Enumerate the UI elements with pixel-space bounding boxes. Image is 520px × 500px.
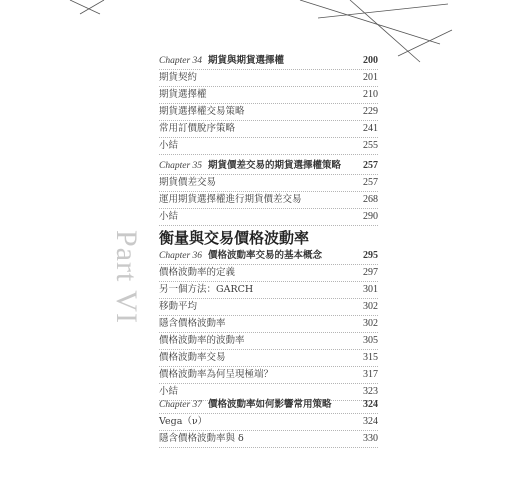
part-title: 衡量與交易價格波動率 <box>159 229 310 247</box>
entry-title: 隱含價格波動率 <box>159 318 226 329</box>
entry-title: 運用期貨選擇權進行期貨價差交易 <box>159 194 302 205</box>
toc-entry[interactable] <box>159 87 378 104</box>
toc-entry[interactable] <box>159 414 378 431</box>
chapter-title: 價格波動率如何影響常用策略 <box>208 399 332 410</box>
page-number: 210 <box>363 89 378 100</box>
chapter-label: Chapter 36 <box>159 251 203 261</box>
toc-entry[interactable] <box>159 367 378 384</box>
toc-entry[interactable] <box>159 350 378 367</box>
chapter-title: 期貨與期貨選擇權 <box>208 55 285 66</box>
chapter-heading[interactable] <box>159 53 378 70</box>
chapter-label: Chapter 37 <box>159 400 203 410</box>
chapter-label: Chapter 35 <box>159 161 203 171</box>
page-number: 241 <box>363 123 378 134</box>
entry-title: 隱含價格波動率與 δ <box>159 433 244 444</box>
entry-title: 期貨價差交易 <box>159 177 217 188</box>
deco-line <box>318 4 448 18</box>
toc-entry[interactable] <box>159 265 378 282</box>
entry-title: 價格波動率交易 <box>159 352 226 363</box>
chapter-heading[interactable] <box>159 248 378 265</box>
toc-entry[interactable] <box>159 121 378 138</box>
entry-title: 小結 <box>159 211 179 222</box>
page-number: 268 <box>363 194 378 205</box>
entry-title: 價格波動率的定義 <box>159 267 236 278</box>
entry-title: Vega（ν） <box>159 416 208 427</box>
page-number: 315 <box>363 352 378 363</box>
entry-title: 另一個方法：GARCH <box>159 284 254 295</box>
toc-entry[interactable] <box>159 138 378 155</box>
page-number: 324 <box>363 416 378 427</box>
toc-entry[interactable] <box>159 104 378 121</box>
toc-entry[interactable] <box>159 70 378 87</box>
part-vertical-label-text: Part VI <box>110 230 144 324</box>
page-number: 323 <box>363 386 378 397</box>
entry-title: 價格波動率的波動率 <box>159 335 245 346</box>
page-number: 290 <box>363 211 378 222</box>
entry-title: 移動平均 <box>159 301 198 312</box>
page-number: 257 <box>363 160 378 171</box>
deco-line <box>300 0 440 44</box>
deco-line <box>70 0 100 14</box>
toc-entry[interactable] <box>159 192 378 209</box>
toc-entry[interactable] <box>159 282 378 299</box>
toc-entry[interactable] <box>159 175 378 192</box>
chapter-heading[interactable] <box>159 397 378 414</box>
entry-title: 期貨選擇權 <box>159 89 207 100</box>
page-number: 257 <box>363 177 378 188</box>
toc-section-chapter-36 <box>159 248 378 401</box>
page-number: 301 <box>363 284 378 295</box>
page-number: 317 <box>363 369 378 380</box>
entry-title: 期貨契約 <box>159 72 198 83</box>
page-number: 330 <box>363 433 378 444</box>
page-number: 302 <box>363 318 378 329</box>
page-number: 305 <box>363 335 378 346</box>
entry-title: 價格波動率為何呈現極端？ <box>159 369 274 380</box>
page-number: 302 <box>363 301 378 312</box>
entry-title: 小結 <box>159 140 179 151</box>
toc-entry[interactable] <box>159 316 378 333</box>
page-number: 297 <box>363 267 378 278</box>
entry-title: 期貨選擇權交易策略 <box>159 106 245 117</box>
toc-section-chapter-37 <box>159 397 378 448</box>
chapter-title: 價格波動率交易的基本概念 <box>208 250 323 261</box>
page-number: 255 <box>363 140 378 151</box>
toc-entry[interactable] <box>159 299 378 316</box>
page-number: 324 <box>363 399 378 410</box>
toc-entry[interactable] <box>159 209 378 226</box>
deco-line <box>80 0 104 14</box>
chapter-title: 期貨價差交易的期貨選擇權策略 <box>208 160 342 171</box>
page-number: 201 <box>363 72 378 83</box>
page-number: 295 <box>363 250 378 261</box>
toc-section-chapter-35 <box>159 158 378 226</box>
toc-entry[interactable] <box>159 333 378 350</box>
part-vertical-label <box>106 232 146 322</box>
entry-title: 小結 <box>159 386 179 397</box>
toc-section-chapter-34 <box>159 53 378 155</box>
page-number: 200 <box>363 55 378 66</box>
deco-line <box>398 30 452 56</box>
page-number: 229 <box>363 106 378 117</box>
chapter-heading[interactable] <box>159 158 378 175</box>
entry-title: 常用訂價脫序策略 <box>159 123 236 134</box>
toc-entry[interactable] <box>159 431 378 448</box>
chapter-label: Chapter 34 <box>159 56 203 66</box>
